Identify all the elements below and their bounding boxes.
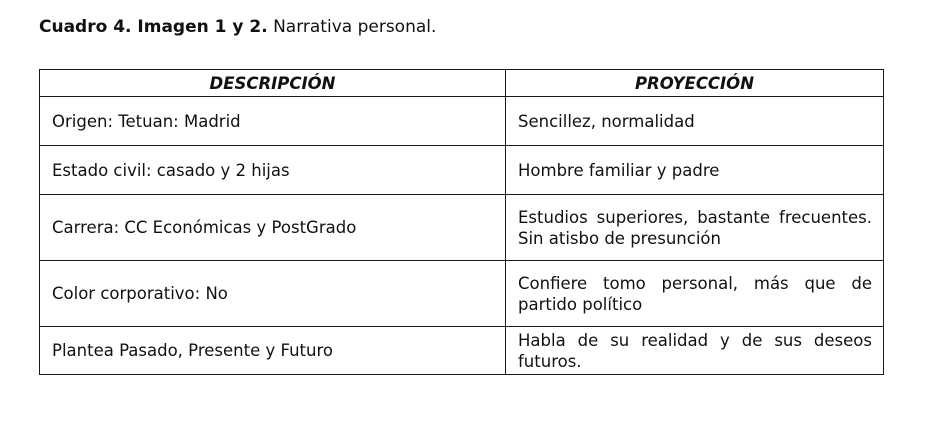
cell-descripcion: Origen: Tetuan: Madrid — [40, 97, 506, 146]
cell-descripcion: Carrera: CC Económicas y PostGrado — [40, 195, 506, 261]
cell-descripcion: Plantea Pasado, Presente y Futuro — [40, 327, 506, 375]
cell-descripcion: Estado civil: casado y 2 hijas — [40, 146, 506, 195]
cell-descripcion: Color corporativo: No — [40, 261, 506, 327]
cell-proyeccion: Hombre familiar y padre — [506, 146, 884, 195]
header-row — [40, 70, 884, 97]
cell-proyeccion: Habla de su realidad y de sus deseos futuros. — [506, 327, 884, 375]
cell-proyeccion: Confiere tomo personal, más que de partido político — [506, 261, 884, 327]
caption-label: Cuadro 4. Imagen 1 y 2. — [39, 17, 268, 37]
cell-proyeccion: Sencillez, normalidad — [506, 97, 884, 146]
table-row — [40, 327, 884, 375]
header-descripcion: DESCRIPCIÓN — [40, 70, 506, 97]
caption-text: Narrativa personal. — [267, 17, 437, 37]
cell-proyeccion: Estudios superiores, bastante frecuentes. Sin atisbo de presunción — [506, 195, 884, 261]
table-row — [40, 146, 884, 195]
header-proyeccion: PROYECCIÓN — [506, 70, 884, 97]
table-caption — [39, 15, 436, 39]
narrative-table — [39, 69, 884, 375]
table-row — [40, 195, 884, 261]
table-row — [40, 97, 884, 146]
table-row — [40, 261, 884, 327]
